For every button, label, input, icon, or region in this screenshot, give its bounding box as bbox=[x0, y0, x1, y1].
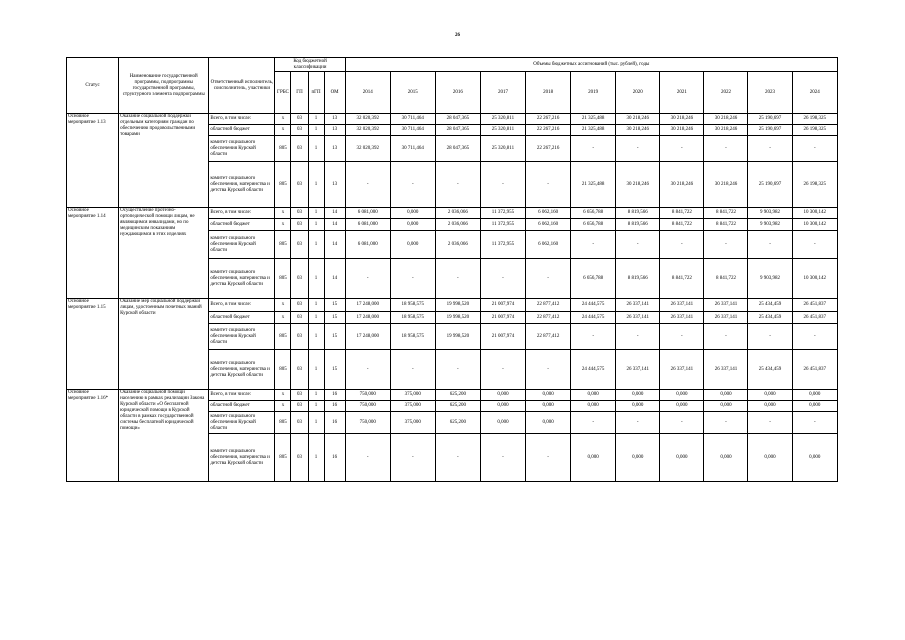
amount-cell: 0,000 bbox=[660, 401, 704, 412]
amount-cell: 25 434,459 bbox=[748, 299, 792, 312]
code-om: 13 bbox=[324, 162, 345, 208]
amount-cell: 25 190,697 bbox=[748, 162, 792, 208]
amount-cell: 6 062,160 bbox=[526, 208, 571, 219]
table-row bbox=[67, 390, 838, 401]
code-gp: 03 bbox=[291, 324, 308, 350]
amount-cell: 26 337,141 bbox=[660, 299, 704, 312]
page-number: 26 bbox=[455, 33, 460, 38]
amount-cell: 28 047,365 bbox=[435, 125, 480, 136]
code-gp: 03 bbox=[291, 434, 308, 482]
amount-cell: 0,000 bbox=[660, 434, 704, 482]
amount-cell: 30 711,464 bbox=[390, 136, 435, 162]
header-year: 2023 bbox=[748, 72, 792, 114]
header-year: 2014 bbox=[345, 72, 390, 114]
amount-cell: - bbox=[571, 136, 616, 162]
amount-cell: 25 320,811 bbox=[480, 125, 525, 136]
amount-cell: 8 841,722 bbox=[704, 208, 748, 219]
amount-cell: 6 062,160 bbox=[526, 219, 571, 231]
amount-cell: - bbox=[526, 434, 571, 482]
amount-cell: - bbox=[390, 350, 435, 390]
budget-table bbox=[66, 57, 838, 482]
code-pgp: 1 bbox=[308, 299, 324, 312]
amount-cell: - bbox=[390, 434, 435, 482]
block-status: Основное мероприятие 1.16* bbox=[67, 390, 119, 482]
amount-cell: 30 218,246 bbox=[704, 162, 748, 208]
amount-cell: 30 218,246 bbox=[660, 125, 704, 136]
code-pgp: 1 bbox=[308, 390, 324, 401]
amount-cell: 21 007,974 bbox=[480, 299, 525, 312]
amount-cell: - bbox=[345, 162, 390, 208]
block-status: Основное мероприятие 1.13 bbox=[67, 114, 119, 208]
amount-cell: - bbox=[345, 350, 390, 390]
header-code-grbs: ГРБС bbox=[275, 72, 291, 114]
amount-cell: - bbox=[616, 324, 660, 350]
code-grbs: 805 bbox=[275, 412, 291, 434]
row-executor: Всего, в том числе: bbox=[209, 390, 275, 401]
amount-cell: 32 020,392 bbox=[345, 125, 390, 136]
amount-cell: 625,200 bbox=[435, 390, 480, 401]
block-name: Оказание социальной помощи населению в рамках реализации Закона Курской области «О бесплатной юридической помощи в Курской области в рамках государственной системы бесплатной юридической помощи» bbox=[119, 390, 209, 482]
amount-cell: 26 198,325 bbox=[792, 125, 837, 136]
amount-cell: 30 218,246 bbox=[660, 114, 704, 125]
code-pgp: 1 bbox=[308, 412, 324, 434]
code-om: 13 bbox=[324, 114, 345, 125]
code-om: 14 bbox=[324, 219, 345, 231]
code-pgp: 1 bbox=[308, 324, 324, 350]
amount-cell: 30 711,464 bbox=[390, 114, 435, 125]
amount-cell: 6 081,000 bbox=[345, 231, 390, 259]
code-gp: 03 bbox=[291, 136, 308, 162]
code-grbs: х bbox=[275, 299, 291, 312]
block-name: Оказание мер социальной поддержки лицам, удостоенным почетных званий Курской области bbox=[119, 299, 209, 390]
amount-cell: 11 372,955 bbox=[480, 219, 525, 231]
code-grbs: х bbox=[275, 401, 291, 412]
amount-cell: 25 434,459 bbox=[748, 350, 792, 390]
amount-cell: 0,000 bbox=[616, 390, 660, 401]
header-year: 2016 bbox=[435, 72, 480, 114]
code-om: 16 bbox=[324, 401, 345, 412]
amount-cell: - bbox=[704, 136, 748, 162]
amount-cell: 26 198,325 bbox=[792, 114, 837, 125]
code-grbs: х bbox=[275, 114, 291, 125]
amount-cell: - bbox=[792, 324, 837, 350]
code-gp: 03 bbox=[291, 114, 308, 125]
amount-cell: - bbox=[480, 350, 525, 390]
amount-cell: 26 337,141 bbox=[704, 350, 748, 390]
code-gp: 03 bbox=[291, 231, 308, 259]
code-gp: 03 bbox=[291, 219, 308, 231]
code-gp: 03 bbox=[291, 412, 308, 434]
amount-cell: 6 062,160 bbox=[526, 231, 571, 259]
amount-cell: 0,000 bbox=[526, 412, 571, 434]
code-grbs: 805 bbox=[275, 259, 291, 299]
amount-cell: 10 300,142 bbox=[792, 219, 837, 231]
amount-cell: 21 007,974 bbox=[480, 312, 525, 324]
row-executor: областной бюджет bbox=[209, 219, 275, 231]
amount-cell: 26 337,141 bbox=[704, 312, 748, 324]
amount-cell: 375,000 bbox=[390, 412, 435, 434]
code-om: 14 bbox=[324, 231, 345, 259]
amount-cell: 0,000 bbox=[616, 434, 660, 482]
amount-cell: 375,000 bbox=[390, 390, 435, 401]
header-status: Статус bbox=[67, 58, 119, 114]
code-grbs: 805 bbox=[275, 136, 291, 162]
code-pgp: 1 bbox=[308, 114, 324, 125]
amount-cell: - bbox=[704, 324, 748, 350]
code-gp: 03 bbox=[291, 162, 308, 208]
header-year: 2020 bbox=[616, 72, 660, 114]
block-status: Основное мероприятие 1.14 bbox=[67, 208, 119, 299]
amount-cell: 19 998,520 bbox=[435, 312, 480, 324]
header-year: 2018 bbox=[526, 72, 571, 114]
code-pgp: 1 bbox=[308, 259, 324, 299]
amount-cell: 6 656,788 bbox=[571, 208, 616, 219]
amount-cell: 0,000 bbox=[748, 390, 792, 401]
amount-cell: - bbox=[526, 162, 571, 208]
amount-cell: - bbox=[660, 231, 704, 259]
amount-cell: 25 190,697 bbox=[748, 125, 792, 136]
amount-cell: 22 267,216 bbox=[526, 136, 571, 162]
amount-cell: 26 337,141 bbox=[616, 350, 660, 390]
amount-cell: 625,200 bbox=[435, 412, 480, 434]
code-pgp: 1 bbox=[308, 231, 324, 259]
amount-cell: 24 444,575 bbox=[571, 350, 616, 390]
amount-cell: 8 841,722 bbox=[660, 259, 704, 299]
amount-cell: 0,000 bbox=[571, 390, 616, 401]
amount-cell: 22 877,412 bbox=[526, 324, 571, 350]
amount-cell: 9 903,982 bbox=[748, 219, 792, 231]
table-body bbox=[67, 114, 838, 482]
amount-cell: 0,000 bbox=[748, 401, 792, 412]
code-gp: 03 bbox=[291, 312, 308, 324]
code-grbs: х bbox=[275, 125, 291, 136]
amount-cell: - bbox=[435, 259, 480, 299]
code-pgp: 1 bbox=[308, 219, 324, 231]
amount-cell: 0,000 bbox=[526, 401, 571, 412]
amount-cell: 26 337,141 bbox=[660, 312, 704, 324]
code-pgp: 1 bbox=[308, 350, 324, 390]
amount-cell: 9 903,982 bbox=[748, 208, 792, 219]
row-executor: комитет социального обеспечения Курской области bbox=[209, 136, 275, 162]
amount-cell: 0,000 bbox=[571, 401, 616, 412]
code-om: 13 bbox=[324, 136, 345, 162]
header-row-1 bbox=[67, 58, 838, 72]
amount-cell: 0,000 bbox=[390, 208, 435, 219]
amount-cell: 8 819,566 bbox=[616, 259, 660, 299]
amount-cell: 30 218,246 bbox=[660, 162, 704, 208]
amount-cell: - bbox=[435, 434, 480, 482]
amount-cell: 8 841,722 bbox=[704, 219, 748, 231]
amount-cell: 8 841,722 bbox=[704, 259, 748, 299]
amount-cell: 24 444,575 bbox=[571, 312, 616, 324]
row-executor: Всего, в том числе: bbox=[209, 299, 275, 312]
amount-cell: 32 020,392 bbox=[345, 136, 390, 162]
amount-cell: 17 248,000 bbox=[345, 299, 390, 312]
row-executor: областной бюджет bbox=[209, 125, 275, 136]
amount-cell: - bbox=[571, 324, 616, 350]
amount-cell: 28 047,365 bbox=[435, 114, 480, 125]
amount-cell: - bbox=[345, 259, 390, 299]
amount-cell: 30 218,246 bbox=[616, 114, 660, 125]
amount-cell: 0,000 bbox=[704, 390, 748, 401]
code-om: 14 bbox=[324, 208, 345, 219]
code-pgp: 1 bbox=[308, 208, 324, 219]
header-year: 2024 bbox=[792, 72, 837, 114]
code-gp: 03 bbox=[291, 125, 308, 136]
row-executor: Всего, в том числе: bbox=[209, 114, 275, 125]
table-row bbox=[67, 208, 838, 219]
amount-cell: 6 656,788 bbox=[571, 259, 616, 299]
amount-cell: 11 372,955 bbox=[480, 208, 525, 219]
amount-cell: - bbox=[571, 231, 616, 259]
block-name: Оказание социальной поддержки отдельным категориям граждан по обеспечению продовольственными товарами bbox=[119, 114, 209, 208]
amount-cell: 6 081,000 bbox=[345, 208, 390, 219]
header-code-gp: ГП bbox=[291, 72, 308, 114]
block-name: Осуществление протезно-ортопедической помощи лицам, не являющимся инвалидами, но по медицинским показаниям нуждающимся в этих изделиях bbox=[119, 208, 209, 299]
amount-cell: - bbox=[571, 412, 616, 434]
amount-cell: 19 998,520 bbox=[435, 324, 480, 350]
amount-cell: 21 325,488 bbox=[571, 125, 616, 136]
amount-cell: 30 218,246 bbox=[616, 162, 660, 208]
amount-cell: - bbox=[435, 162, 480, 208]
code-gp: 03 bbox=[291, 350, 308, 390]
code-pgp: 1 bbox=[308, 312, 324, 324]
code-om: 15 bbox=[324, 350, 345, 390]
amount-cell: - bbox=[616, 412, 660, 434]
code-pgp: 1 bbox=[308, 401, 324, 412]
amount-cell: - bbox=[390, 259, 435, 299]
code-grbs: х bbox=[275, 208, 291, 219]
amount-cell: 0,000 bbox=[390, 231, 435, 259]
amount-cell: 22 877,412 bbox=[526, 312, 571, 324]
amount-cell: - bbox=[480, 434, 525, 482]
amount-cell: 0,000 bbox=[748, 434, 792, 482]
amount-cell: 625,200 bbox=[435, 401, 480, 412]
amount-cell: - bbox=[616, 231, 660, 259]
amount-cell: 750,000 bbox=[345, 390, 390, 401]
code-gp: 03 bbox=[291, 259, 308, 299]
code-grbs: 805 bbox=[275, 231, 291, 259]
header-year: 2017 bbox=[480, 72, 525, 114]
amount-cell: - bbox=[704, 412, 748, 434]
amount-cell: - bbox=[660, 412, 704, 434]
row-executor: комитет социального обеспечения, материнства и детства Курской области bbox=[209, 162, 275, 208]
amount-cell: - bbox=[660, 324, 704, 350]
row-executor: Всего, в том числе: bbox=[209, 208, 275, 219]
amount-cell: 25 190,697 bbox=[748, 114, 792, 125]
amount-cell: 26 451,837 bbox=[792, 350, 837, 390]
row-executor: областной бюджет bbox=[209, 401, 275, 412]
amount-cell: 0,000 bbox=[390, 219, 435, 231]
header-code-om: ОМ bbox=[324, 72, 345, 114]
amount-cell: - bbox=[345, 434, 390, 482]
amount-cell: 8 841,722 bbox=[660, 208, 704, 219]
code-gp: 03 bbox=[291, 401, 308, 412]
amount-cell: 17 248,000 bbox=[345, 312, 390, 324]
code-gp: 03 bbox=[291, 208, 308, 219]
amount-cell: 28 047,365 bbox=[435, 136, 480, 162]
code-gp: 03 bbox=[291, 299, 308, 312]
amount-cell: - bbox=[390, 162, 435, 208]
row-executor: областной бюджет bbox=[209, 312, 275, 324]
amount-cell: 30 218,246 bbox=[704, 125, 748, 136]
amount-cell: 0,000 bbox=[792, 390, 837, 401]
amount-cell: 22 877,412 bbox=[526, 299, 571, 312]
header-executor: Ответственный исполнитель, соисполнитель, участники bbox=[209, 58, 275, 114]
code-om: 13 bbox=[324, 125, 345, 136]
amount-cell: 8 819,566 bbox=[616, 208, 660, 219]
amount-cell: - bbox=[792, 412, 837, 434]
amount-cell: 10 300,142 bbox=[792, 259, 837, 299]
code-gp: 03 bbox=[291, 390, 308, 401]
amount-cell: 22 267,216 bbox=[526, 125, 571, 136]
amount-cell: 18 958,575 bbox=[390, 312, 435, 324]
amount-cell: 30 711,464 bbox=[390, 125, 435, 136]
code-om: 14 bbox=[324, 259, 345, 299]
amount-cell: 0,000 bbox=[792, 401, 837, 412]
amount-cell: 0,000 bbox=[480, 390, 525, 401]
amount-cell: 750,000 bbox=[345, 412, 390, 434]
amount-cell: 21 007,974 bbox=[480, 324, 525, 350]
amount-cell: - bbox=[480, 259, 525, 299]
amount-cell: 0,000 bbox=[616, 401, 660, 412]
table-row bbox=[67, 299, 838, 312]
amount-cell: 2 036,066 bbox=[435, 219, 480, 231]
amount-cell: 0,000 bbox=[480, 412, 525, 434]
code-om: 15 bbox=[324, 299, 345, 312]
amount-cell: 8 819,566 bbox=[616, 219, 660, 231]
code-pgp: 1 bbox=[308, 434, 324, 482]
header-code-pgp: пГП bbox=[308, 72, 324, 114]
amount-cell: 26 337,141 bbox=[616, 299, 660, 312]
amount-cell: - bbox=[526, 350, 571, 390]
amount-cell: 6 081,000 bbox=[345, 219, 390, 231]
header-year: 2022 bbox=[704, 72, 748, 114]
amount-cell: 0,000 bbox=[526, 390, 571, 401]
amount-cell: - bbox=[792, 231, 837, 259]
code-om: 15 bbox=[324, 324, 345, 350]
amount-cell: - bbox=[435, 350, 480, 390]
amount-cell: 25 320,811 bbox=[480, 114, 525, 125]
amount-cell: 25 434,459 bbox=[748, 312, 792, 324]
row-executor: комитет социального обеспечения Курской области bbox=[209, 412, 275, 434]
amount-cell: 26 337,141 bbox=[616, 312, 660, 324]
code-grbs: 805 bbox=[275, 162, 291, 208]
code-pgp: 1 bbox=[308, 125, 324, 136]
amount-cell: 21 325,488 bbox=[571, 114, 616, 125]
amount-cell: 26 198,325 bbox=[792, 162, 837, 208]
amount-cell: 6 656,788 bbox=[571, 219, 616, 231]
code-om: 16 bbox=[324, 434, 345, 482]
amount-cell: 0,000 bbox=[480, 401, 525, 412]
amount-cell: - bbox=[616, 136, 660, 162]
amount-cell: - bbox=[748, 231, 792, 259]
amount-cell: - bbox=[526, 259, 571, 299]
code-grbs: 805 bbox=[275, 350, 291, 390]
amount-cell: 18 958,575 bbox=[390, 324, 435, 350]
amount-cell: 0,000 bbox=[660, 390, 704, 401]
amount-cell: 22 267,216 bbox=[526, 114, 571, 125]
header-name: Наименование государственной программы, подпрограммы государственной программы, структурного элемента подпрограммы bbox=[119, 58, 209, 114]
amount-cell: - bbox=[480, 162, 525, 208]
code-grbs: 805 bbox=[275, 434, 291, 482]
header-year: 2021 bbox=[660, 72, 704, 114]
block-status: Основное мероприятие 1.15 bbox=[67, 299, 119, 390]
code-om: 16 bbox=[324, 412, 345, 434]
code-grbs: х bbox=[275, 312, 291, 324]
row-executor: комитет социального обеспечения Курской области bbox=[209, 231, 275, 259]
amount-cell: 0,000 bbox=[704, 434, 748, 482]
amount-cell: 0,000 bbox=[571, 434, 616, 482]
code-om: 15 bbox=[324, 312, 345, 324]
code-grbs: х bbox=[275, 219, 291, 231]
amount-cell: - bbox=[704, 231, 748, 259]
amount-cell: 25 320,811 bbox=[480, 136, 525, 162]
amount-cell: 17 248,000 bbox=[345, 324, 390, 350]
amount-cell: 30 218,246 bbox=[616, 125, 660, 136]
amount-cell: 26 451,837 bbox=[792, 299, 837, 312]
amount-cell: 26 337,141 bbox=[660, 350, 704, 390]
amount-cell: 0,000 bbox=[792, 434, 837, 482]
amount-cell: 32 020,392 bbox=[345, 114, 390, 125]
amount-cell: 750,000 bbox=[345, 401, 390, 412]
code-grbs: х bbox=[275, 390, 291, 401]
code-pgp: 1 bbox=[308, 162, 324, 208]
code-om: 16 bbox=[324, 390, 345, 401]
amount-cell: - bbox=[660, 136, 704, 162]
header-year: 2015 bbox=[390, 72, 435, 114]
amount-cell: 11 372,955 bbox=[480, 231, 525, 259]
row-executor: комитет социального обеспечения, материнства и детства Курской области bbox=[209, 350, 275, 390]
header-amounts-title: Объемы бюджетных ассигнований (тыс. рублей), годы bbox=[345, 58, 837, 72]
row-executor: комитет социального обеспечения Курской области bbox=[209, 324, 275, 350]
header-code-group: Код бюджетной классификации bbox=[275, 58, 345, 72]
header-year: 2019 bbox=[571, 72, 616, 114]
amount-cell: 19 998,520 bbox=[435, 299, 480, 312]
amount-cell: 375,000 bbox=[390, 401, 435, 412]
table-row bbox=[67, 114, 838, 125]
amount-cell: - bbox=[748, 412, 792, 434]
amount-cell: 24 444,575 bbox=[571, 299, 616, 312]
amount-cell: 10 300,142 bbox=[792, 208, 837, 219]
amount-cell: 2 036,066 bbox=[435, 208, 480, 219]
code-pgp: 1 bbox=[308, 136, 324, 162]
amount-cell: 2 036,066 bbox=[435, 231, 480, 259]
row-executor: комитет социального обеспечения, материнства и детства Курской области bbox=[209, 259, 275, 299]
amount-cell: 30 218,246 bbox=[704, 114, 748, 125]
row-executor: комитет социального обеспечения, материнства и детства Курской области bbox=[209, 434, 275, 482]
amount-cell: - bbox=[792, 136, 837, 162]
amount-cell: 8 841,722 bbox=[660, 219, 704, 231]
amount-cell: - bbox=[748, 324, 792, 350]
amount-cell: 18 958,575 bbox=[390, 299, 435, 312]
code-grbs: 805 bbox=[275, 324, 291, 350]
amount-cell: - bbox=[748, 136, 792, 162]
amount-cell: 21 325,488 bbox=[571, 162, 616, 208]
amount-cell: 9 903,982 bbox=[748, 259, 792, 299]
amount-cell: 26 451,837 bbox=[792, 312, 837, 324]
amount-cell: 26 337,141 bbox=[704, 299, 748, 312]
amount-cell: 0,000 bbox=[704, 401, 748, 412]
